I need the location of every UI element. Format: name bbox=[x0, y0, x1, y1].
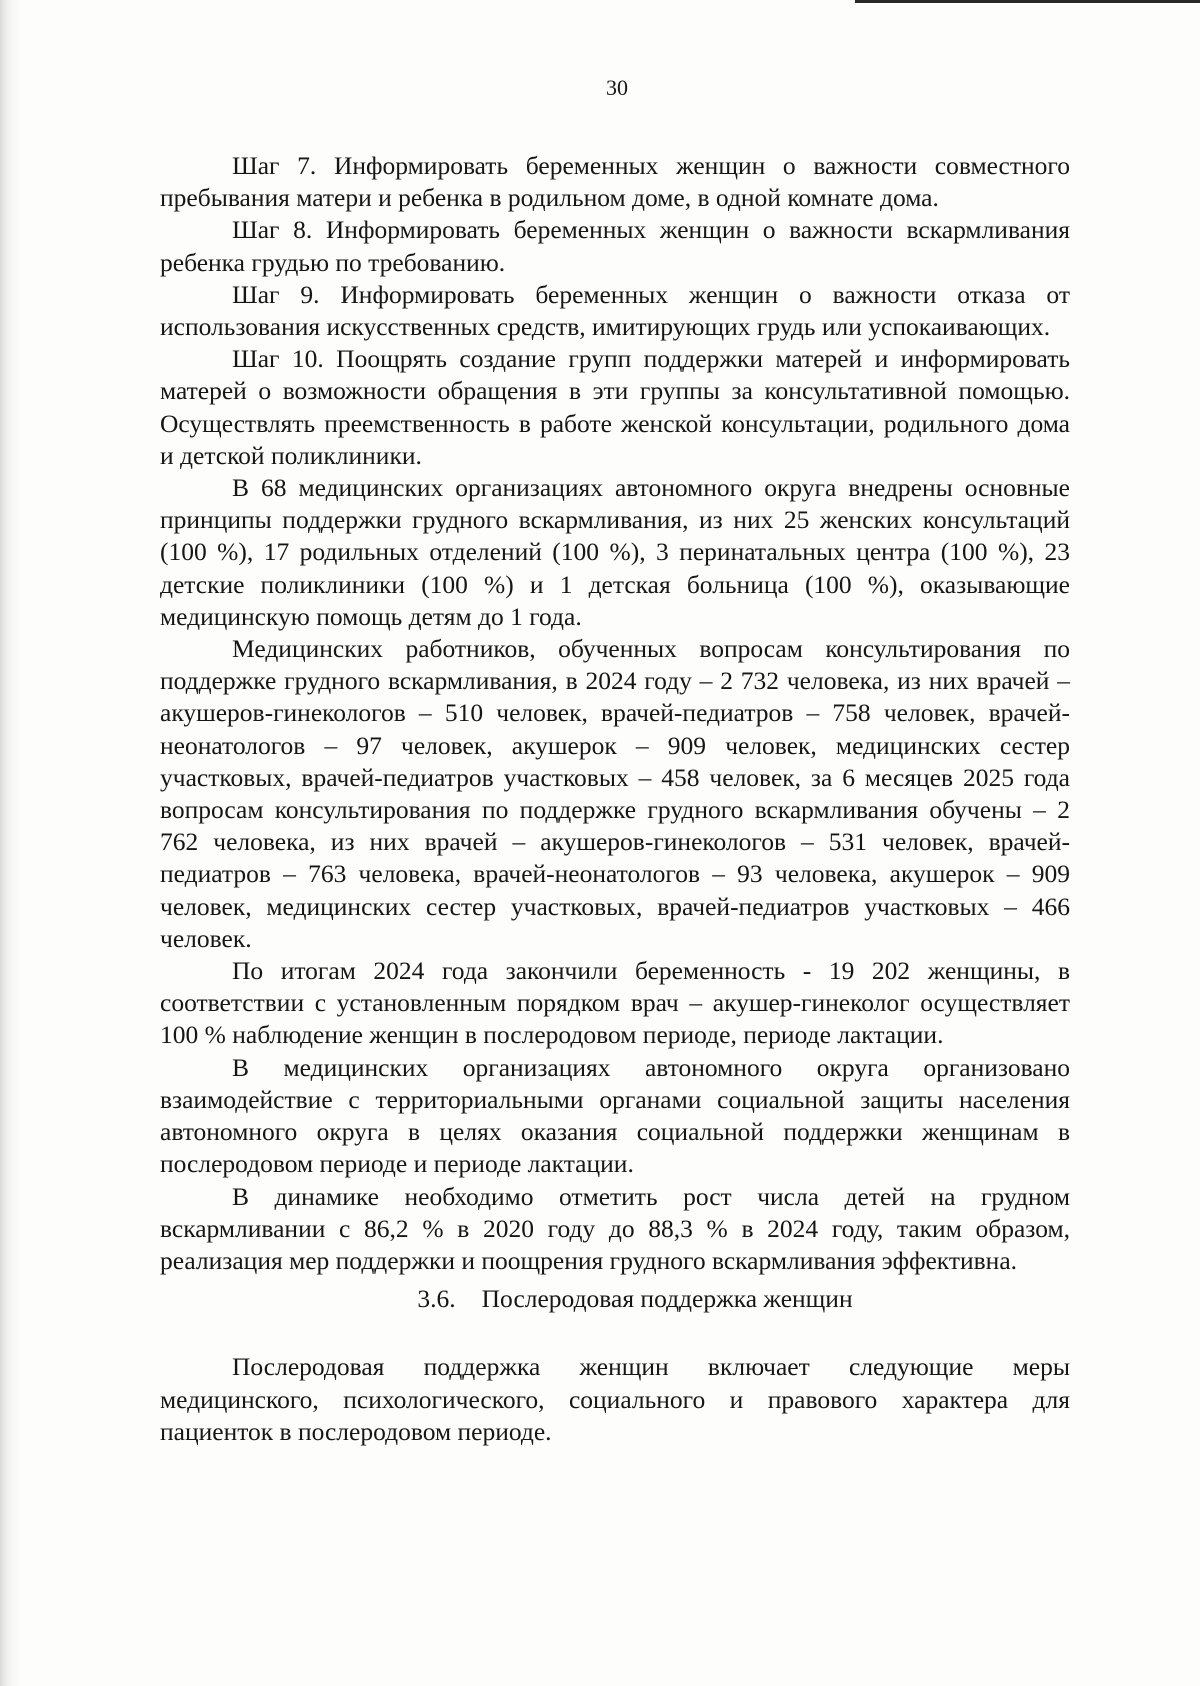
section-heading bbox=[160, 1283, 1070, 1315]
paragraph-organizations: В 68 медицинских организациях автономного округа внедрены основные принципы поддержки грудного вскармливания, из них 25 женских консультаций (100 %), 17 родильных отделений (100 %), 3 перинатальных центра (100 %), 23 детские поликлиники (100 %) и 1 детская больница (100 %), оказывающие медицинскую помощь детям до 1 года. bbox=[160, 473, 1070, 631]
paragraph-step-10: Шаг 10. Поощрять создание групп поддержки матерей и информировать матерей о возможности обращения в эти группы за консультативной помощью. Осуществлять преемственность в работе женской консультации, родильного дома и детской поликлиники. bbox=[160, 344, 1070, 470]
paragraph-pregnancy-results: По итогам 2024 года закончили беременность - 19 202 женщины, в соответствии с установленным порядком врач – акушер-гинеколог осуществляет 100 % наблюдение женщин в послеродовом периоде, периоде лактации. bbox=[160, 956, 1070, 1050]
paragraph-postpartum-support: Послеродовая поддержка женщин включает следующие меры медицинского, психологического, социального и правового характера для пациенток в послеродовом периоде. bbox=[160, 1352, 1070, 1446]
paragraph-trained-workers: Медицинских работников, обученных вопросам консультирования по поддержке грудного вскармливания, в 2024 году – 2 732 человека, из них врачей – акушеров-гинекологов – 510 человек, врачей-педиатров – 758 человек, врачей-неонатологов – 97 человек, акушерок – 909 человек, медицинских сестер участковых, врачей-педиатров участковых – 458 человек, за 6 месяцев 2025 года вопросам консультирования по поддержке грудного вскармливания обучены – 2 762 человека, из них врачей – акушеров-гинекологов – 531 человек, врачей-педиатров – 763 человека, врачей-неонатологов – 93 человека, акушерок – 909 человек, медицинских сестер участковых, врачей-педиатров участковых – 466 человек. bbox=[160, 634, 1070, 953]
section-number: 3.6. bbox=[417, 1284, 456, 1314]
paragraph-step-7: Шаг 7. Информировать беременных женщин о важности совместного пребывания матери и ребенка в родильном доме, в одной комнате дома. bbox=[160, 151, 1070, 213]
paragraph-social-protection: В медицинских организациях автономного округа организовано взаимодействие с территориальными органами социальной защиты населения автономного округа в целях оказания социальной поддержки женщинам в послеродовом периоде и периоде лактации. bbox=[160, 1052, 1070, 1179]
document-body bbox=[160, 150, 1070, 1448]
page-number: 30 bbox=[606, 75, 628, 100]
paragraph-step-8: Шаг 8. Информировать беременных женщин о важности вскармливания ребенка грудью по требованию. bbox=[160, 215, 1070, 277]
section-title: Послеродовая поддержка женщин bbox=[481, 1284, 853, 1314]
paragraph-breastfeeding-dynamics: В динамике необходимо отметить рост числа детей на грудном вскармливании с 86,2 % в 2020 году до 88,3 % в 2024 году, таким образом, реализация мер поддержки и поощрения грудного вскармливания эффективна. bbox=[160, 1181, 1070, 1275]
paragraph-step-9: Шаг 9. Информировать беременных женщин о важности отказа от использования искусственных средств, имитирующих грудь или успокаивающих. bbox=[160, 279, 1070, 342]
